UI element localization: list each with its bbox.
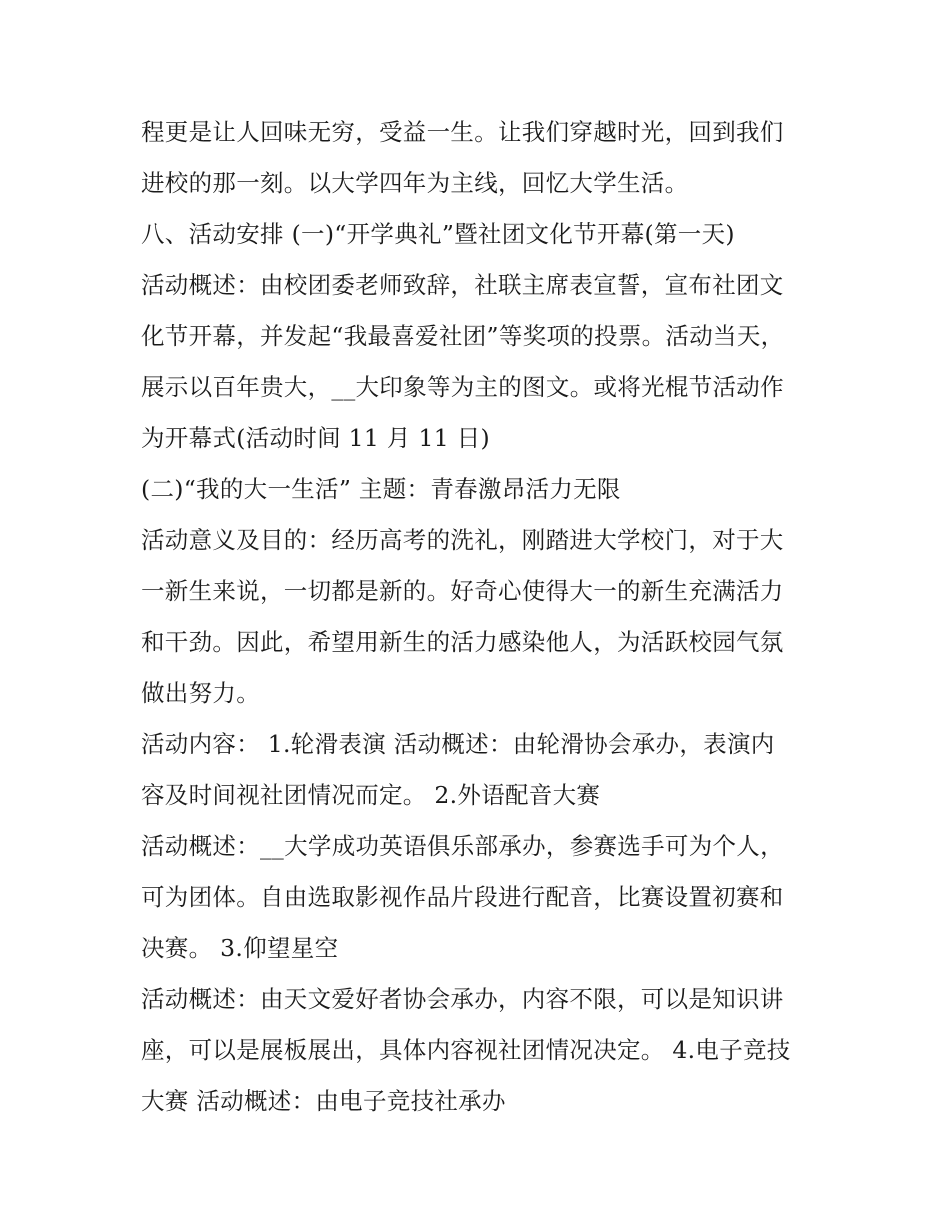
text-line: 活动概述：由天文爱好者协会承办，内容不限，可以是知识讲: [141, 985, 784, 1013]
text-line: 活动内容： 1.轮滑表演 活动概述：由轮滑协会承办，表演内: [141, 730, 775, 758]
text-line: 和干劲。因此，希望用新生的活力感染他人，为活跃校园气氛: [141, 628, 784, 656]
text-line: 容及时间视社团情况而定。 2.外语配音大赛: [141, 781, 601, 809]
text-line: 座，可以是展板展出，具体内容视社团情况决定。 4.电子竞技: [141, 1036, 791, 1064]
text-line: 决赛。 3.仰望星空: [141, 934, 339, 962]
text-line: 进校的那一刻。以大学四年为主线，回忆大学生活。: [141, 169, 689, 197]
text-line: 展示以百年贵大，__大印象等为主的图文。或将光棍节活动作: [141, 373, 784, 401]
text-line: 可为团体。自由选取影视作品片段进行配音，比赛设置初赛和: [141, 883, 784, 911]
text-line: 为开幕式(活动时间 11 月 11 日): [141, 424, 491, 452]
text-line: 一新生来说，一切都是新的。好奇心使得大一的新生充满活力: [141, 577, 784, 605]
text-line: 活动概述：__大学成功英语俱乐部承办，参赛选手可为个人，: [141, 832, 784, 860]
text-line: 程更是让人回味无穷，受益一生。让我们穿越时光，回到我们: [141, 118, 784, 146]
subsection-heading: (二)“我的大一生活” 主题：青春激昂活力无限: [141, 475, 621, 503]
section-heading: 八、活动安排 (一)“开学典礼”暨社团文化节开幕(第一天): [141, 220, 735, 248]
document-body: [141, 107, 821, 1127]
text-line: 做出努力。: [141, 679, 260, 707]
text-line: 活动概述：由校团委老师致辞，社联主席表宣誓，宣布社团文: [141, 271, 784, 299]
text-line: 化节开幕，并发起“我最喜爱社团”等奖项的投票。活动当天，: [141, 322, 785, 350]
text-line: 大赛 活动概述：由电子竞技社承办: [141, 1087, 506, 1115]
text-line: 活动意义及目的：经历高考的洗礼，刚踏进大学校门，对于大: [141, 526, 784, 554]
